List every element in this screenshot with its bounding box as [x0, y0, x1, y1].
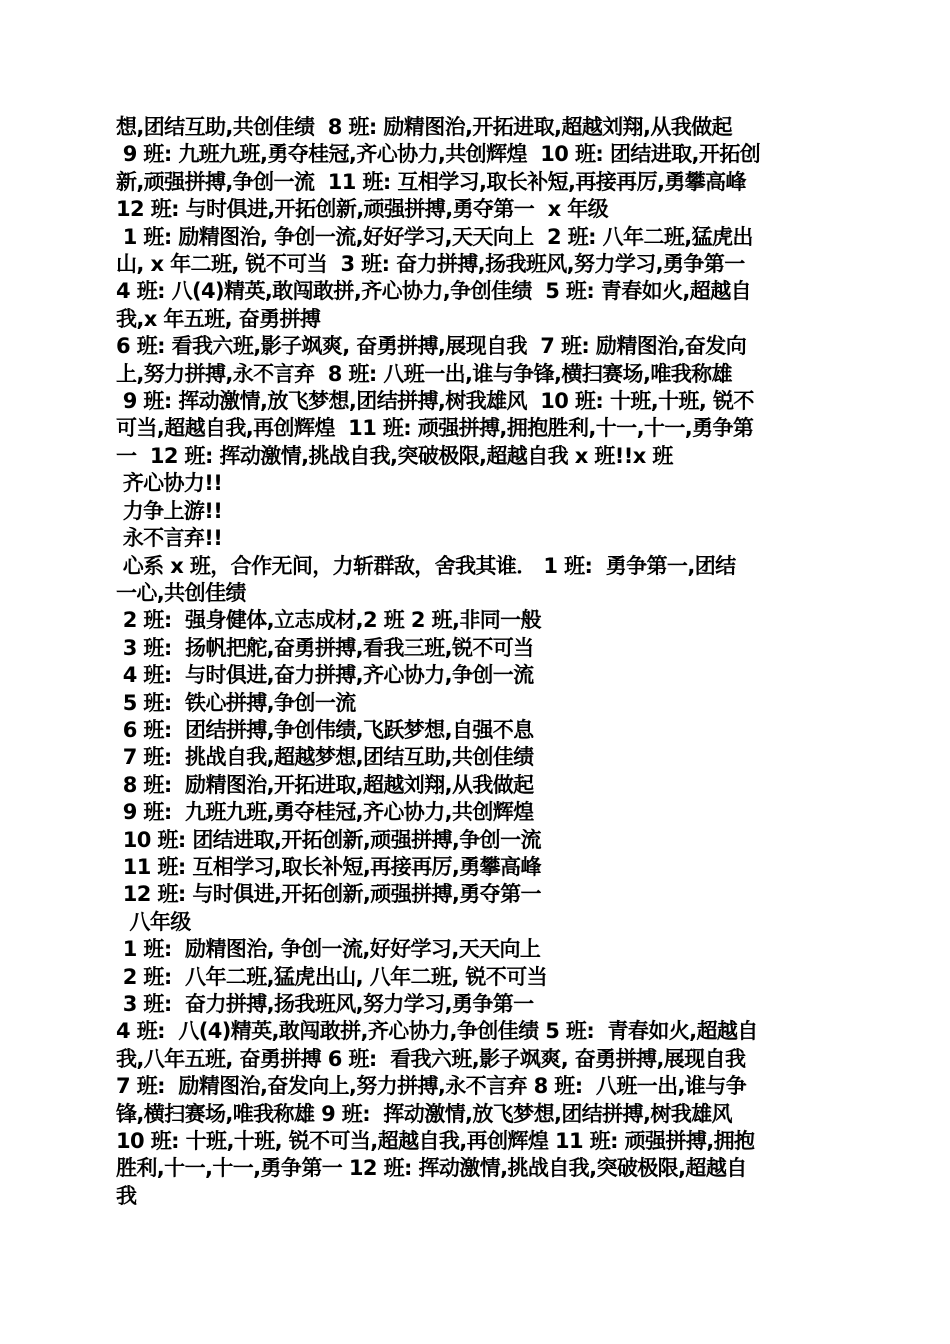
text-line: 心系 x 班，合作无间，力斩群敌，舍我其谁． 1 班: 勇争第一,团结	[116, 553, 736, 578]
text-line: 胜利,十一,十一,勇争第一 12 班: 挥动激情,挑战自我,突破极限,超越自	[116, 1156, 747, 1181]
text-line: 新,顽强拼搏,争创一流 11 班: 互相学习,取长补短,再接再厉,勇攀高峰	[116, 169, 746, 194]
text-line: 9 班: 九班九班,勇夺桂冠,齐心协力,共创辉煌 10 班: 团结进取,开拓创	[116, 142, 761, 167]
text-line: 6 班: 团结拼搏,争创伟绩,飞跃梦想,自强不息	[116, 717, 534, 742]
text-line: 6 班: 看我六班,影子飒爽, 奋勇拼搏,展现自我 7 班: 励精图治,奋发向	[116, 334, 747, 359]
document-body	[116, 114, 836, 1210]
text-line: 锋,横扫赛场,唯我称雄 9 班: 挥动激情,放飞梦想,团结拼搏,树我雄风	[116, 1101, 732, 1126]
text-line: 9 班: 九班九班,勇夺桂冠,齐心协力,共创辉煌	[116, 800, 534, 825]
text-line: 4 班: 与时俱进,奋力拼搏,齐心协力,争创一流	[116, 663, 534, 688]
text-line: 12 班: 与时俱进,开拓创新,顽强拼搏,勇夺第一	[116, 882, 541, 907]
text-line: 12 班: 与时俱进,开拓创新,顽强拼搏,勇夺第一 x 年级	[116, 197, 609, 222]
text-line: 3 班: 奋力拼搏,扬我班风,努力学习,勇争第一	[116, 992, 534, 1016]
text-line: 10 班: 十班,十班, 锐不可当,超越自我,再创辉煌 11 班: 顽强拼搏,拥抱	[116, 1129, 755, 1154]
text-line: 上,努力拼搏,永不言弃 8 班: 八班一出,谁与争锋,横扫赛场,唯我称雄	[116, 361, 732, 386]
text-line: 8 班: 励精图治,开拓进取,超越刘翔,从我做起	[116, 772, 534, 797]
text-line: 3 班: 扬帆把舵,奋勇拼搏,看我三班,锐不可当	[116, 635, 534, 660]
text-line: 可当,超越自我,再创辉煌 11 班: 顽强拼搏,拥抱胜利,十一,十一,勇争第	[116, 416, 754, 441]
text-line: 一心,共创佳绩	[116, 580, 246, 605]
text-line: 山, x 年二班, 锐不可当 3 班: 奋力拼搏,扬我班风,努力学习,勇争第一	[116, 252, 745, 277]
text-line: 我,八年五班, 奋勇拼搏 6 班: 看我六班,影子飒爽, 奋勇拼搏,展现自我	[116, 1046, 746, 1071]
text-line: 1 班: 励精图治, 争创一流,好好学习,天天向上	[116, 937, 541, 962]
text-line: 7 班: 励精图治,奋发向上,努力拼搏,永不言弃 8 班: 八班一出,谁与争	[116, 1074, 747, 1099]
text-line: 11 班: 互相学习,取长补短,再接再厉,勇攀高峰	[116, 854, 541, 879]
text-line: 2 班: 强身健体,立志成材,2 班 2 班,非同一般	[116, 608, 541, 633]
text-line: 1 班: 励精图治, 争创一流,好好学习,天天向上 2 班: 八年二班,猛虎出	[116, 224, 753, 249]
text-line: 永不言弃!!	[116, 526, 223, 551]
text-line: 9 班: 挥动激情,放飞梦想,团结拼搏,树我雄风 10 班: 十班,十班, 锐不	[116, 389, 754, 414]
text-line: 5 班: 铁心拼搏,争创一流	[116, 690, 356, 715]
text-line: 我,x 年五班, 奋勇拼搏	[116, 306, 321, 331]
text-line: 一 12 班: 挥动激情,挑战自我,突破极限,超越自我 x 班!!x 班	[116, 443, 673, 468]
text-line: 齐心协力!!	[116, 471, 223, 496]
text-line: 7 班: 挑战自我,超越梦想,团结互助,共创佳绩	[116, 745, 534, 770]
text-line: 力争上游!!	[116, 498, 223, 523]
text-line: 八年级	[116, 909, 191, 934]
text-line: 我	[116, 1183, 137, 1208]
text-line: 想,团结互助,共创佳绩 8 班: 励精图治,开拓进取,超越刘翔,从我做起	[116, 115, 732, 139]
text-line: 10 班: 团结进取,开拓创新,顽强拼搏,争创一流	[116, 827, 541, 852]
text-line: 4 班: 八(4)精英,敢闯敢拼,齐心协力,争创佳绩 5 班: 青春如火,超越自	[116, 1019, 758, 1044]
text-line: 4 班: 八(4)精英,敢闯敢拼,齐心协力,争创佳绩 5 班: 青春如火,超越自	[116, 279, 752, 304]
text-line: 2 班: 八年二班,猛虎出山, 八年二班, 锐不可当	[116, 964, 548, 989]
